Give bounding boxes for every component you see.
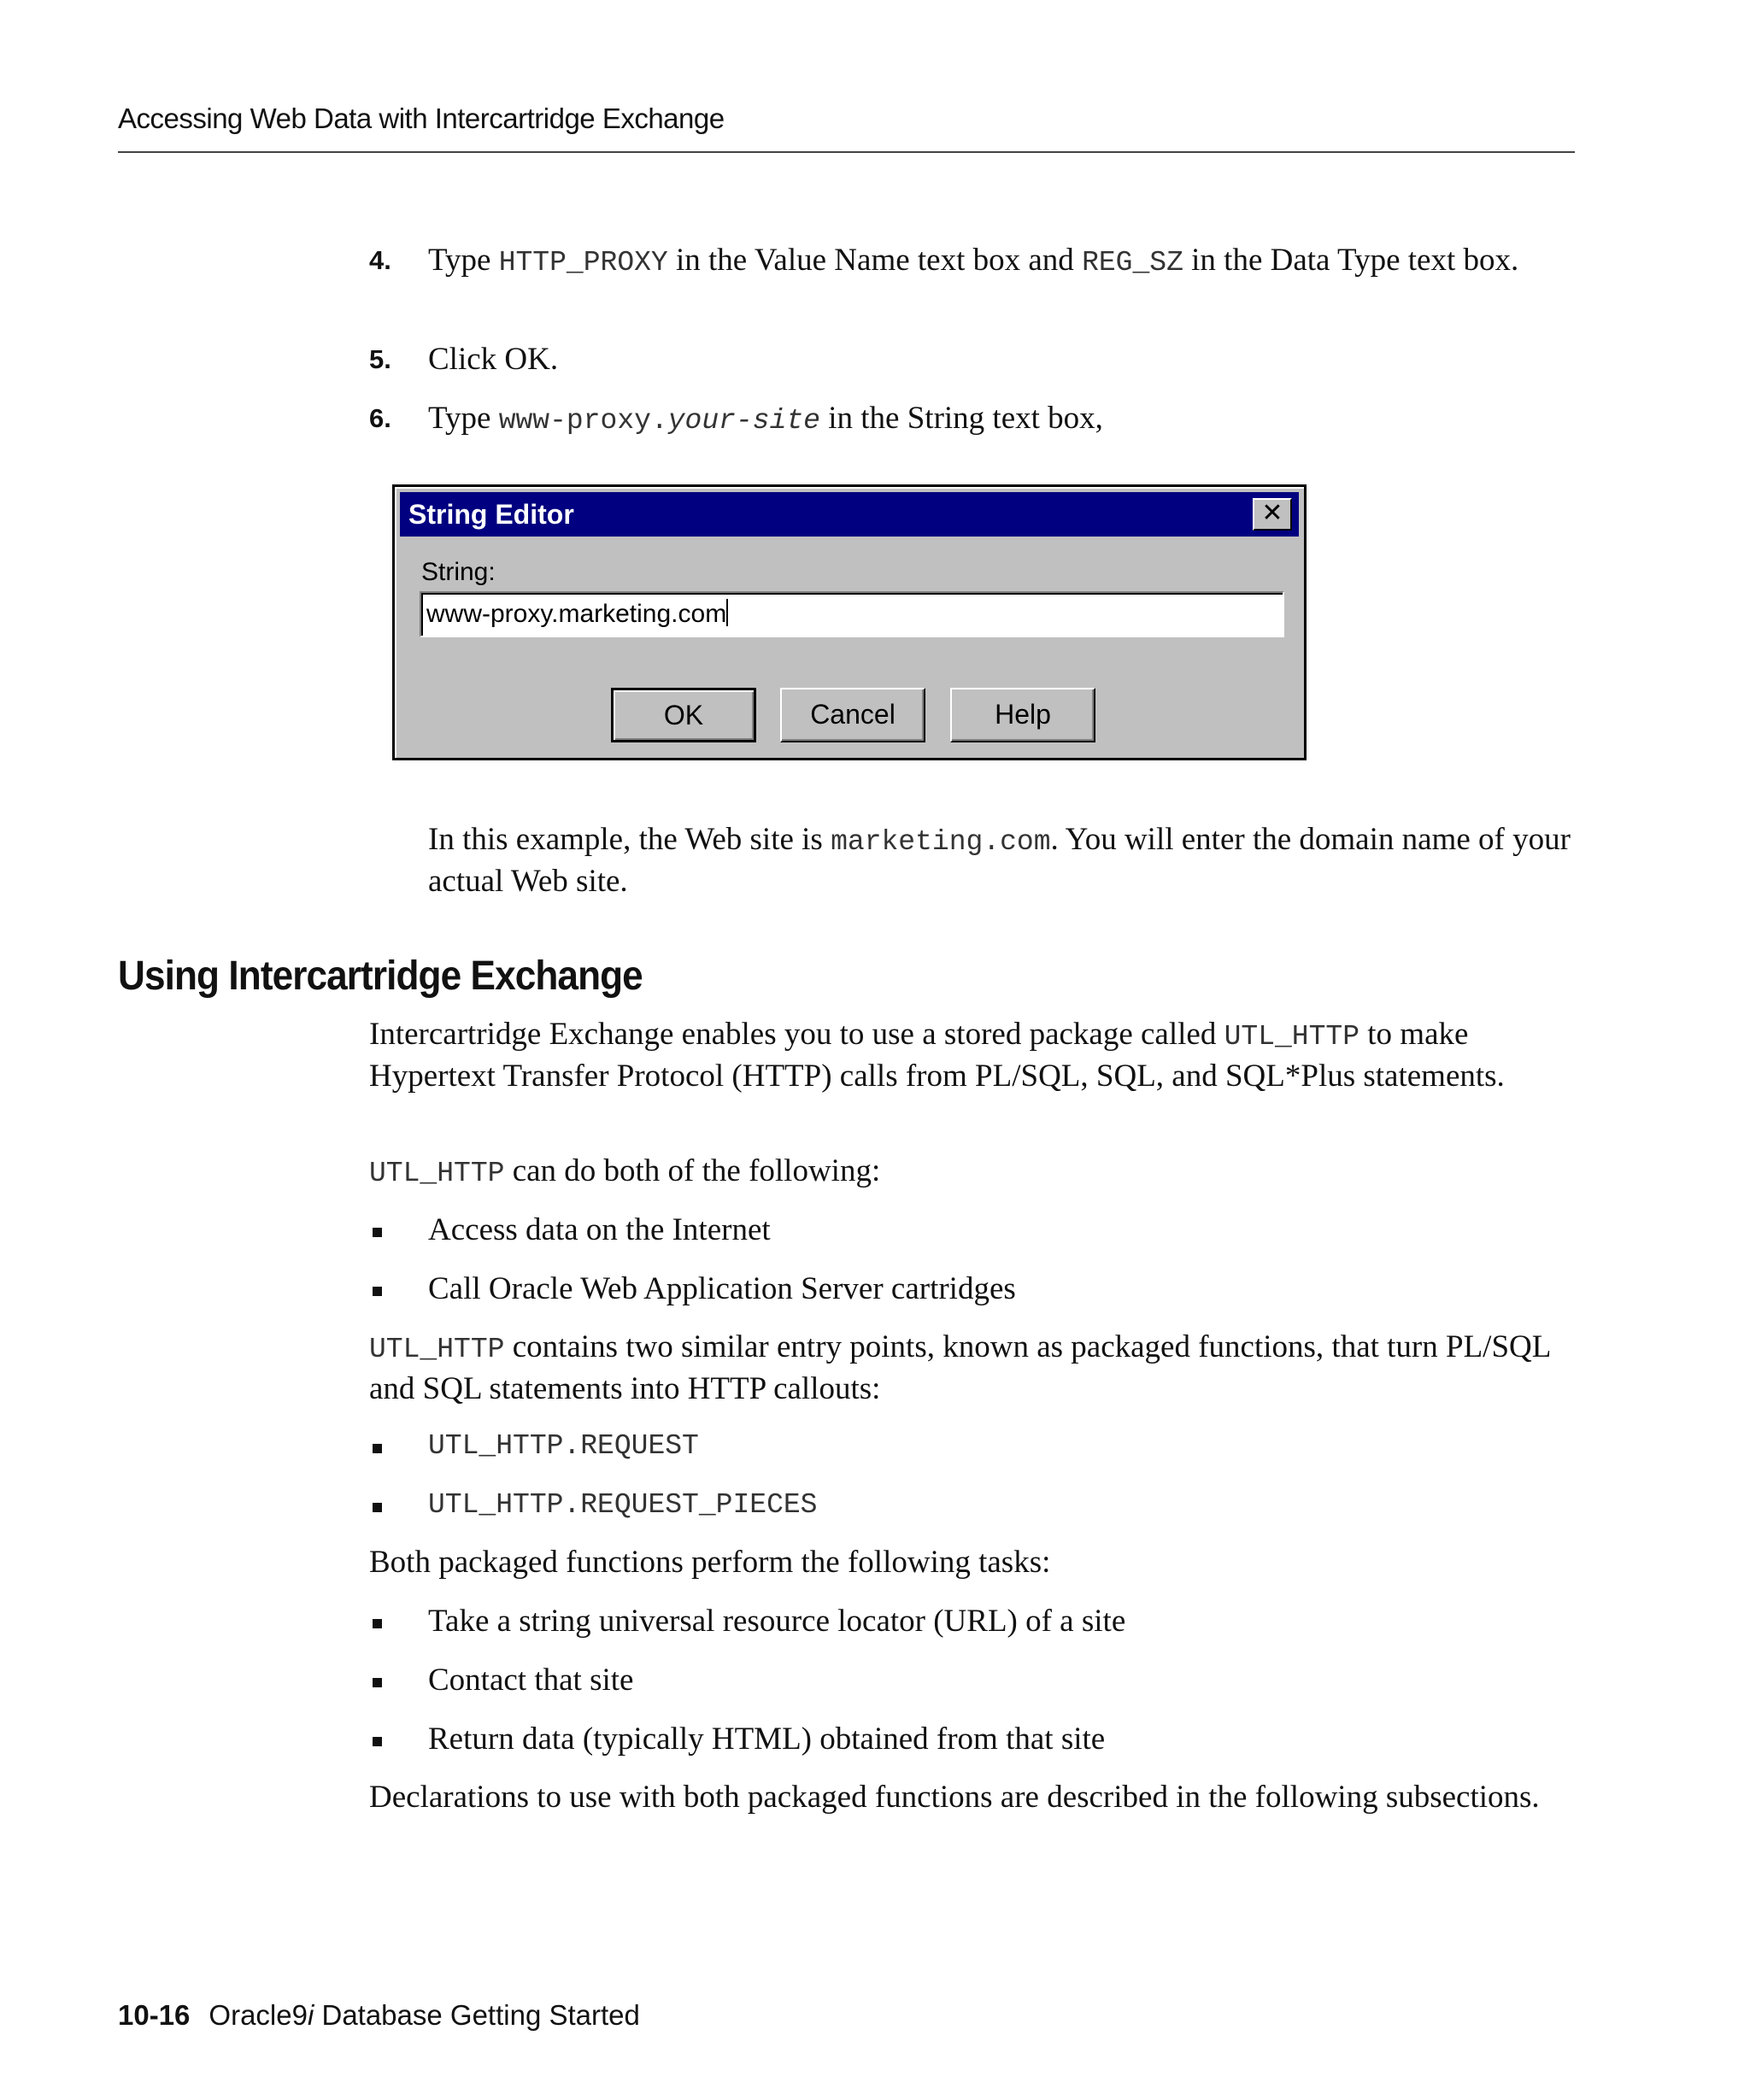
dialog-titlebar — [400, 492, 1299, 537]
closing-paragraph: Declarations to use with both packaged functions are described in the following subsections. — [369, 1780, 1540, 1815]
code-utl-http: UTL_HTTP — [1224, 1021, 1360, 1053]
section-heading: Using Intercartridge Exchange — [118, 953, 643, 999]
string-input-value: www-proxy.marketing.com — [426, 600, 727, 628]
code-your-site: your-site — [667, 405, 820, 437]
can-do-paragraph: UTL_HTTP can do both of the following: — [369, 1153, 881, 1189]
ok-button[interactable]: OK — [611, 688, 756, 742]
bullet-icon — [373, 1444, 382, 1453]
bullet-icon — [373, 1619, 382, 1628]
close-icon: ✕ — [1261, 498, 1283, 528]
list-item: Contact that site — [369, 1661, 633, 1700]
code-http-proxy: HTTP_PROXY — [498, 247, 668, 279]
string-label: String: — [421, 558, 496, 586]
list-item: Call Oracle Web Application Server cartridges — [369, 1270, 1016, 1309]
step-6 — [369, 399, 1557, 441]
step-text: Click OK. — [428, 342, 559, 377]
text-caret — [726, 599, 728, 626]
list-item: UTL_HTTP.REQUEST — [369, 1427, 699, 1466]
page-number: 10-16 — [118, 1999, 191, 2031]
string-editor-dialog — [392, 484, 1307, 760]
bullet-icon — [373, 1287, 382, 1296]
list-item: Return data (typically HTML) obtained from that site — [369, 1720, 1105, 1759]
page-footer — [118, 1999, 640, 2032]
header-rule — [118, 151, 1575, 153]
code-utl-http: UTL_HTTP — [369, 1334, 505, 1365]
step-text: Type www-proxy.your-site in the String text box, — [428, 401, 1103, 437]
string-input[interactable] — [420, 591, 1284, 637]
step-number: 6. — [369, 403, 391, 433]
help-button[interactable]: Help — [950, 688, 1095, 742]
tasks-intro: Both packaged functions perform the following tasks: — [369, 1545, 1051, 1580]
bullet-icon — [373, 1228, 382, 1237]
step-text: Type HTTP_PROXY in the Value Name text box and REG_SZ in the Data Type text box. — [428, 243, 1519, 279]
step-number: 5. — [369, 344, 391, 374]
list-item: Access data on the Internet — [369, 1211, 771, 1250]
code-reg-sz: REG_SZ — [1082, 247, 1183, 279]
step-4 — [369, 241, 1557, 283]
step-5 — [369, 340, 1557, 379]
close-button[interactable] — [1253, 498, 1292, 531]
dialog-title: String Editor — [408, 499, 574, 530]
bullet-icon — [373, 1678, 382, 1687]
code-www-proxy: www-proxy. — [498, 405, 668, 437]
example-note: In this example, the Web site is marketing.com. You will enter the domain name of your actual Web site. — [428, 822, 1571, 899]
running-header: Accessing Web Data with Intercartridge Exchange — [118, 103, 725, 134]
bullet-icon — [373, 1737, 382, 1746]
bullet-icon — [373, 1503, 382, 1512]
code-utl-http: UTL_HTTP — [369, 1158, 505, 1189]
list-item: Take a string universal resource locator (URL) of a site — [369, 1602, 1125, 1641]
intro-paragraph: Intercartridge Exchange enables you to use a stored package called UTL_HTTP to make Hypertext Transfer Protocol (HTTP) calls from PL/SQL, SQL, and SQL*Plus statements. — [369, 1017, 1505, 1094]
code-marketing-com: marketing.com — [831, 826, 1051, 858]
list-item: UTL_HTTP.REQUEST_PIECES — [369, 1486, 817, 1525]
entry-points-paragraph: UTL_HTTP contains two similar entry points, known as packaged functions, that turn PL/SQL and SQL statements into HTTP callouts: — [369, 1329, 1550, 1406]
book-title: Oracle9i Database Getting Started — [208, 1999, 640, 2031]
cancel-button[interactable]: Cancel — [780, 688, 925, 742]
step-number: 4. — [369, 245, 391, 275]
